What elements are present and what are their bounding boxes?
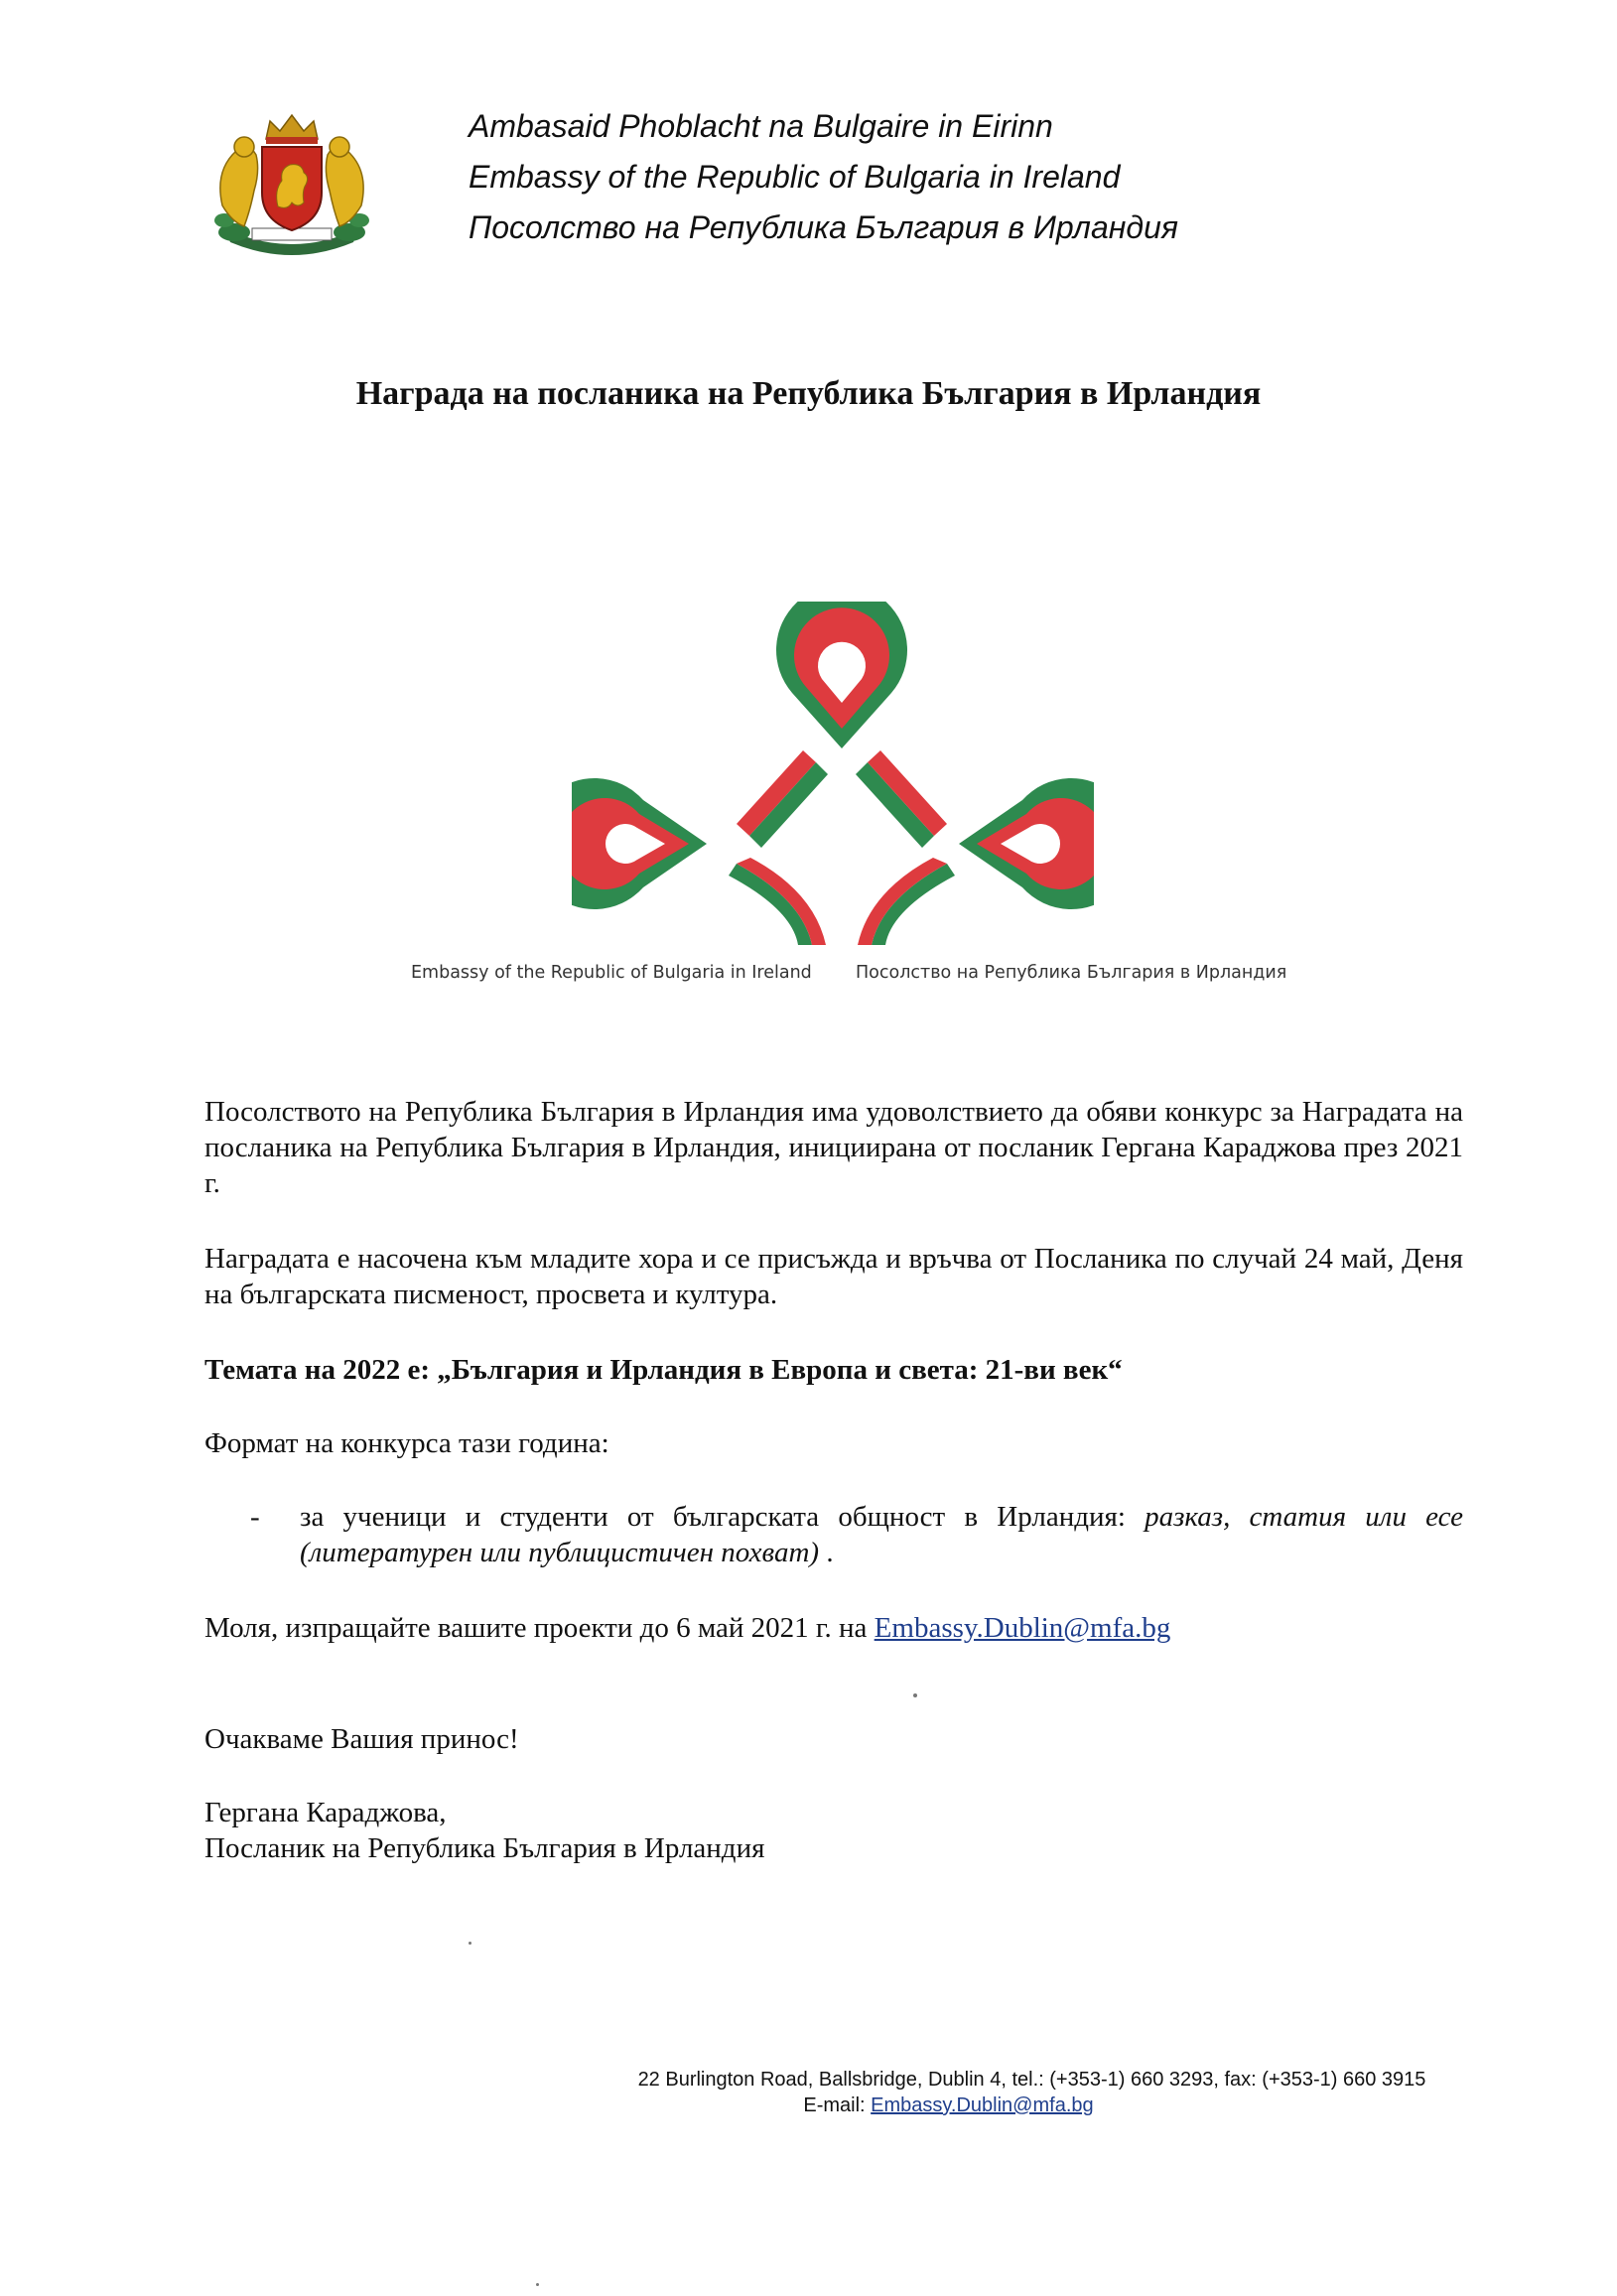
bullet-dash: -: [250, 1501, 260, 1533]
page-footer: [0, 2067, 1617, 2118]
bullet-text: за ученици и студенти от българската общност в Ирландия:: [300, 1501, 1145, 1533]
document-title: Награда на посланика на Република България в Ирландия: [355, 375, 1262, 412]
intro-paragraph: Посолството на Република България в Ирландия има удоволствието да обяви конкурс за Наградата на посланика на Република България в Ирландия, инициирана от посланик Гергана Караджова през 2021 г.: [204, 1096, 1463, 1199]
submit-text: Моля, изпращайте вашите проекти до 6 май 2021 г. на: [204, 1612, 875, 1644]
emblem-band-upper-left: [737, 750, 828, 848]
header-line-irish: Ambasaid Phoblacht na Bulgaire in Eirinn: [469, 108, 1053, 144]
closing-line: Очакваме Вашия принос!: [204, 1723, 519, 1755]
emblem-caption-english: Embassy of the Republic of Bulgaria in Ireland: [411, 963, 812, 983]
bullet-end: .: [819, 1537, 834, 1568]
award-info-paragraph: Наградата е насочена към младите хора и се присъжда и връчва от Посланика по случай 24 май, Деня на българската писменост, просвета и култура.: [204, 1243, 1463, 1310]
theme-heading: Темата на 2022 е: „България и Ирландия в Европа и света: 21-ви век“: [204, 1354, 1123, 1386]
emblem-pin-right: [959, 778, 1094, 909]
bulgaria-coat-of-arms-icon: [204, 111, 379, 260]
emblem-caption-bulgarian: Посолство на Република България в Ирландия: [856, 963, 1287, 983]
footer-email-label: E-mail:: [803, 2094, 872, 2116]
embassy-knot-emblem-icon: [572, 602, 1094, 951]
embassy-header: [469, 101, 1461, 253]
emblem-pin-left: [572, 778, 707, 909]
emblem-pin-top: [776, 602, 907, 748]
bullet-italic-text: разказ, статия или есе (литературен или публицистичен похват): [300, 1501, 1463, 1568]
footer-email-link[interactable]: Embassy.Dublin@mfa.bg: [871, 2094, 1094, 2116]
bullet-item: [300, 1499, 1463, 1570]
submit-paragraph: [204, 1610, 1463, 1646]
scan-speck: [536, 2283, 539, 2286]
submit-email-link[interactable]: Embassy.Dublin@mfa.bg: [874, 1612, 1171, 1644]
footer-address: 22 Burlington Road, Ballsbridge, Dublin 4, tel.: (+353-1) 660 3293, fax: (+353-1) 660 3915: [637, 2069, 1426, 2091]
header-line-bulgarian: Посолство на Република България в Ирландия: [469, 209, 1178, 245]
signature-name: Гергана Караджова,: [204, 1797, 447, 1828]
format-heading: Формат на конкурса тази година:: [204, 1427, 609, 1459]
emblem-band-upper-right: [856, 750, 947, 848]
emblem-band-lower-right: [858, 858, 955, 945]
signature-title: Посланик на Република България в Ирландия: [204, 1832, 765, 1864]
scan-speck: [913, 1693, 917, 1697]
emblem-band-lower-left: [729, 858, 826, 945]
footer-email-line: [0, 2093, 1617, 2118]
header-line-english: Embassy of the Republic of Bulgaria in Ireland: [469, 159, 1121, 195]
scan-speck: [469, 1942, 472, 1945]
